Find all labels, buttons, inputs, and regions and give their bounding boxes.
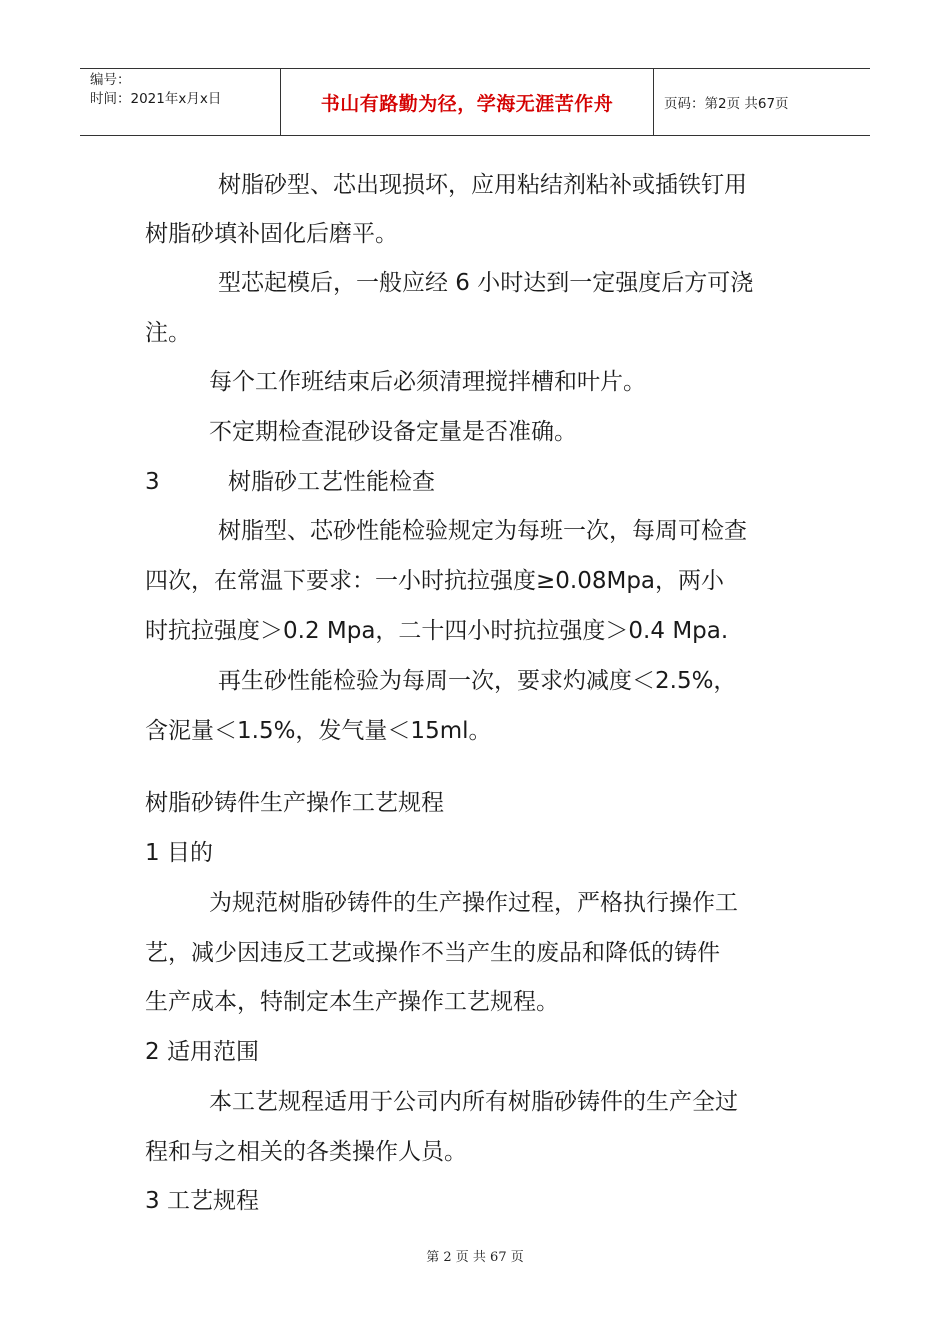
paragraph-line: 树脂砂填补固化后磨平。 (145, 221, 398, 247)
paragraph-line: 再生砂性能检验为每周一次，要求灼减度＜2.5%， (218, 668, 737, 694)
paragraph-line: 型芯起模后，一般应经 6 小时达到一定强度后方可浇 (218, 270, 754, 296)
page-footer: 第 2 页 共 67 页 (426, 1250, 524, 1265)
paragraph-line: 时抗拉强度＞0.2 Mpa，二十四小时抗拉强度＞0.4 Mpa. (145, 618, 729, 644)
document-title: 树脂砂铸件生产操作工艺规程 (145, 790, 444, 816)
header-motto: 书山有路勤为径，学海无涯苦作舟 (320, 92, 614, 115)
paragraph-line: 程和与之相关的各类操作人员。 (145, 1139, 467, 1165)
header-motto-cell (281, 69, 654, 135)
header-meta (80, 69, 281, 135)
section-heading: 树脂砂工艺性能检查 (228, 469, 435, 495)
paragraph-line: 艺，减少因违反工艺或操作不当产生的废品和降低的铸件 (145, 940, 720, 966)
paragraph-line: 生产成本，特制定本生产操作工艺规程。 (145, 989, 559, 1015)
header-number-label: 编号： (90, 72, 131, 88)
paragraph-line: 为规范树脂砂铸件的生产操作过程，严格执行操作工 (209, 890, 738, 916)
header-time-label: 时间：2021年x月x日 (90, 91, 222, 107)
page-header (80, 68, 870, 136)
paragraph-line: 树脂砂型、芯出现损坏，应用粘结剂粘补或插铁钉用 (218, 172, 747, 198)
paragraph-line: 树脂型、芯砂性能检验规定为每班一次，每周可检查 (218, 518, 747, 544)
paragraph-line: 注。 (145, 320, 191, 346)
section-heading: 3 工艺规程 (145, 1188, 259, 1214)
paragraph-line: 四次，在常温下要求：一小时抗拉强度≥0.08Mpa，两小 (145, 568, 725, 594)
section-heading: 2 适用范围 (145, 1039, 259, 1065)
paragraph-line: 本工艺规程适用于公司内所有树脂砂铸件的生产全过 (209, 1089, 738, 1115)
paragraph-line: 每个工作班结束后必须清理搅拌槽和叶片。 (209, 369, 646, 395)
section-number: 3 (145, 469, 160, 495)
paragraph-line: 不定期检查混砂设备定量是否准确。 (209, 419, 577, 445)
section-heading: 1 目的 (145, 840, 213, 866)
header-page-info: 页码：第2页 共67页 (664, 96, 789, 112)
paragraph-line: 含泥量＜1.5%，发气量＜15ml。 (145, 718, 492, 744)
